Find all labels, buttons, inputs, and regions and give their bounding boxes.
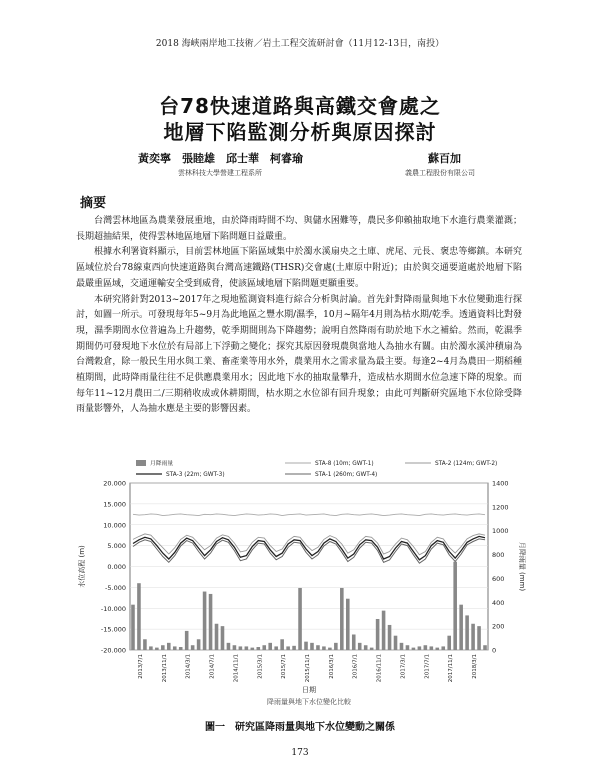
authors-group-2: 蘇百加 <box>428 152 461 165</box>
title-line-1: 台78快速道路與高鐵交會處之 <box>159 94 441 118</box>
x-tick-label: 2017/7/1 <box>424 654 431 679</box>
rain-bar <box>352 634 356 650</box>
title-line-2: 地層下陷監測分析與原因探討 <box>163 120 437 144</box>
y-right-tick-label: 0 <box>492 646 497 655</box>
rain-bar <box>185 631 189 650</box>
legend-rain-swatch <box>136 460 146 466</box>
rain-bar <box>149 646 153 650</box>
rain-bar <box>358 643 362 650</box>
rain-bar <box>424 645 428 650</box>
chart-subtitle: 降雨量與地下水位變化比較 <box>267 698 351 705</box>
water-level-line-1 <box>133 514 485 516</box>
rain-bar <box>173 646 177 650</box>
x-tick-label: 2013/7/1 <box>137 654 144 679</box>
legend-label: STA-1 (260m; GWT-4) <box>315 472 378 478</box>
x-tick-label: 2014/3/1 <box>185 654 192 679</box>
rain-bar <box>262 645 266 650</box>
x-tick-label: 2016/3/1 <box>328 654 335 679</box>
rain-bar <box>304 642 308 650</box>
rain-bar <box>274 646 278 650</box>
legend-label: STA-8 (10m; GWT-1) <box>315 461 374 467</box>
x-tick-label: 2016/11/1 <box>376 654 383 683</box>
page-number: 173 <box>291 748 309 758</box>
x-tick-label: 2015/3/1 <box>257 654 264 679</box>
rain-bar <box>328 648 332 650</box>
rain-bar <box>435 648 439 650</box>
rain-bar <box>298 588 302 650</box>
y-right-tick-label: 400 <box>492 598 505 607</box>
rain-bar <box>161 645 165 650</box>
rain-bar <box>251 648 255 650</box>
rain-bar <box>131 605 135 650</box>
y-left-tick-label: -15.000 <box>100 625 126 634</box>
y-right-tick-label: 1200 <box>492 503 509 512</box>
y-right-tick-label: 200 <box>492 622 505 631</box>
y-left-tick-label: -10.000 <box>100 604 126 613</box>
rain-bar <box>364 645 368 650</box>
rain-bar <box>221 626 225 650</box>
rain-bar <box>388 625 392 650</box>
y-left-tick-label: -5.000 <box>105 583 126 592</box>
rain-bar <box>280 639 284 650</box>
rain-bar <box>322 646 326 650</box>
y-right-axis-title: 月降雨量 (mm) <box>518 541 526 592</box>
rain-bar <box>465 615 469 650</box>
rain-bar <box>340 588 344 650</box>
x-tick-label: 2014/11/1 <box>233 654 240 683</box>
abstract-paragraph-3: 本研究將針對2013~2017年之現地監測資料進行綜合分析與討論。首先針對降雨量與地下水位變動進行探討，如圖一所示。可發現每年5~9月為此地區之豐水期/濕季，10月~隔年4月則為枯水期/乾季。透過資料比對發現，濕季期間水位普遍為上升趨勢，乾季期間則為下降趨勢；說明自然降雨有助於地下水之補給。然而，乾濕季期間仍可發現地下水位於有局部上下浮動之變化；探究其原因發現農與當地人為抽水有關。由於濁水溪沖積扇為台灣穀倉，除一般民生用水與工業、畜產業等用水外，農業用水之需求量為最主要。每逢2~4月為農田一期稻種植期間，此時降雨量往往不足供應農業用水；因此地下水的抽取量攀升，造成枯水期間水位急速下降的現象。而每年11~12月農田二/三期稍收成或休耕期間，枯水期之水位卻有回升現象；由此可判斷研究區地下水位除受降雨量影響外，人為抽水應是主要的影響因素。 <box>76 294 522 415</box>
rain-bar <box>292 646 296 650</box>
rain-bar <box>483 645 487 650</box>
rain-bar <box>382 611 386 650</box>
x-axis-title: 日期 <box>302 686 316 694</box>
rain-bar <box>203 592 207 650</box>
rain-bar <box>245 646 249 650</box>
rain-bar <box>459 605 463 650</box>
abstract-paragraph-1: 台灣雲林地區為農業發展重地，由於降雨時間不均、與儲水困難等，農民多仰賴抽取地下水進行農業灌溉；長期超抽結果，使得雲林地區地層下陷問題日益嚴重。 <box>76 216 522 242</box>
rain-bar <box>334 643 338 650</box>
rain-bar <box>376 619 380 650</box>
y-left-tick-label: 20.000 <box>103 479 126 488</box>
y-left-tick-label: 0.000 <box>107 563 126 571</box>
rain-bar <box>430 646 434 650</box>
abstract-body <box>76 214 522 418</box>
rain-bar <box>471 624 475 650</box>
rain-bar <box>418 646 422 650</box>
rain-bar <box>447 636 451 650</box>
rain-bar <box>394 636 398 650</box>
y-right-tick-label: 800 <box>492 551 505 560</box>
rain-bar <box>370 648 374 650</box>
affiliation-2: 義農工程股份有限公司 <box>405 169 475 177</box>
rain-bar <box>316 645 320 650</box>
rain-bar <box>215 624 219 650</box>
rain-bar <box>167 643 171 650</box>
rain-bar <box>412 648 416 650</box>
rain-bar <box>406 645 410 650</box>
rain-bar <box>441 646 445 650</box>
x-tick-label: 2014/7/1 <box>209 654 216 679</box>
x-tick-label: 2016/7/1 <box>352 654 359 679</box>
x-tick-label: 2017/3/1 <box>400 654 407 679</box>
y-left-tick-label: 15.000 <box>103 500 126 509</box>
rain-bar <box>179 647 183 650</box>
abstract-paragraph-2: 根據水利署資料顯示，目前雲林地區下陷區域集中於濁水溪扇央之土庫、虎尾、元長、褒忠等鄉鎮。本研究區域位於台78線東西向快速道路與台灣高速鐵路(THSR)交會處(土庫原中附近)；由於與交通要道處於地層下陷最嚴重區域，交通運輸安全受到威脅，使該區域地層下陷問題更顯重要。 <box>76 247 522 289</box>
legend-label: 月降雨量 <box>150 461 174 467</box>
x-tick-label: 2015/11/1 <box>305 654 311 683</box>
rain-bar <box>346 599 350 650</box>
rain-bar <box>137 583 141 650</box>
chart-svg <box>70 455 530 705</box>
rain-bar <box>453 562 457 650</box>
figure-caption: 圖一 研究區降雨量與地下水位變動之關係 <box>205 722 395 733</box>
abstract-heading: 摘要 <box>80 196 107 211</box>
authors-group-1: 黃奕寧 張睦雄 邱士華 柯睿瑜 <box>138 152 303 165</box>
rain-bar <box>400 643 404 650</box>
y-left-tick-label: -20.000 <box>100 646 126 655</box>
rain-bar <box>233 645 237 650</box>
rain-bar <box>143 639 147 650</box>
figure-1-chart <box>70 455 530 705</box>
legend-label: STA-2 (124m; GWT-2) <box>435 461 498 467</box>
rain-bar <box>239 646 243 650</box>
rain-bar <box>286 646 290 650</box>
y-right-tick-label: 600 <box>492 574 505 583</box>
rain-bar <box>310 643 314 650</box>
affiliation-1: 雲林科技大學營建工程系所 <box>178 169 262 177</box>
rain-bar <box>155 648 159 650</box>
rain-bar <box>268 643 272 650</box>
rain-bar <box>191 645 195 650</box>
legend-label: STA-3 (22m; GWT-3) <box>166 472 225 478</box>
rain-bar <box>477 626 481 650</box>
rain-bar <box>197 639 201 650</box>
x-tick-label: 2015/7/1 <box>281 654 288 679</box>
x-tick-label: 2013/11/1 <box>161 654 168 683</box>
x-tick-label: 2017/11/1 <box>448 654 455 683</box>
y-left-tick-label: 5.000 <box>107 542 126 551</box>
y-right-tick-label: 1000 <box>492 527 509 536</box>
rain-bar <box>209 594 213 650</box>
rain-bar <box>227 643 231 650</box>
y-right-tick-label: 1400 <box>492 479 509 488</box>
y-left-axis-title: 水位高程 (m) <box>78 545 86 588</box>
conference-header: 2018 海峽兩岸地工技術／岩土工程交流研討會（11月12-13日，南投） <box>155 39 445 49</box>
y-left-tick-label: 10.000 <box>103 521 126 530</box>
rain-bar <box>256 647 260 650</box>
water-level-line-4 <box>133 539 485 563</box>
x-tick-label: 2018/3/1 <box>472 654 479 679</box>
